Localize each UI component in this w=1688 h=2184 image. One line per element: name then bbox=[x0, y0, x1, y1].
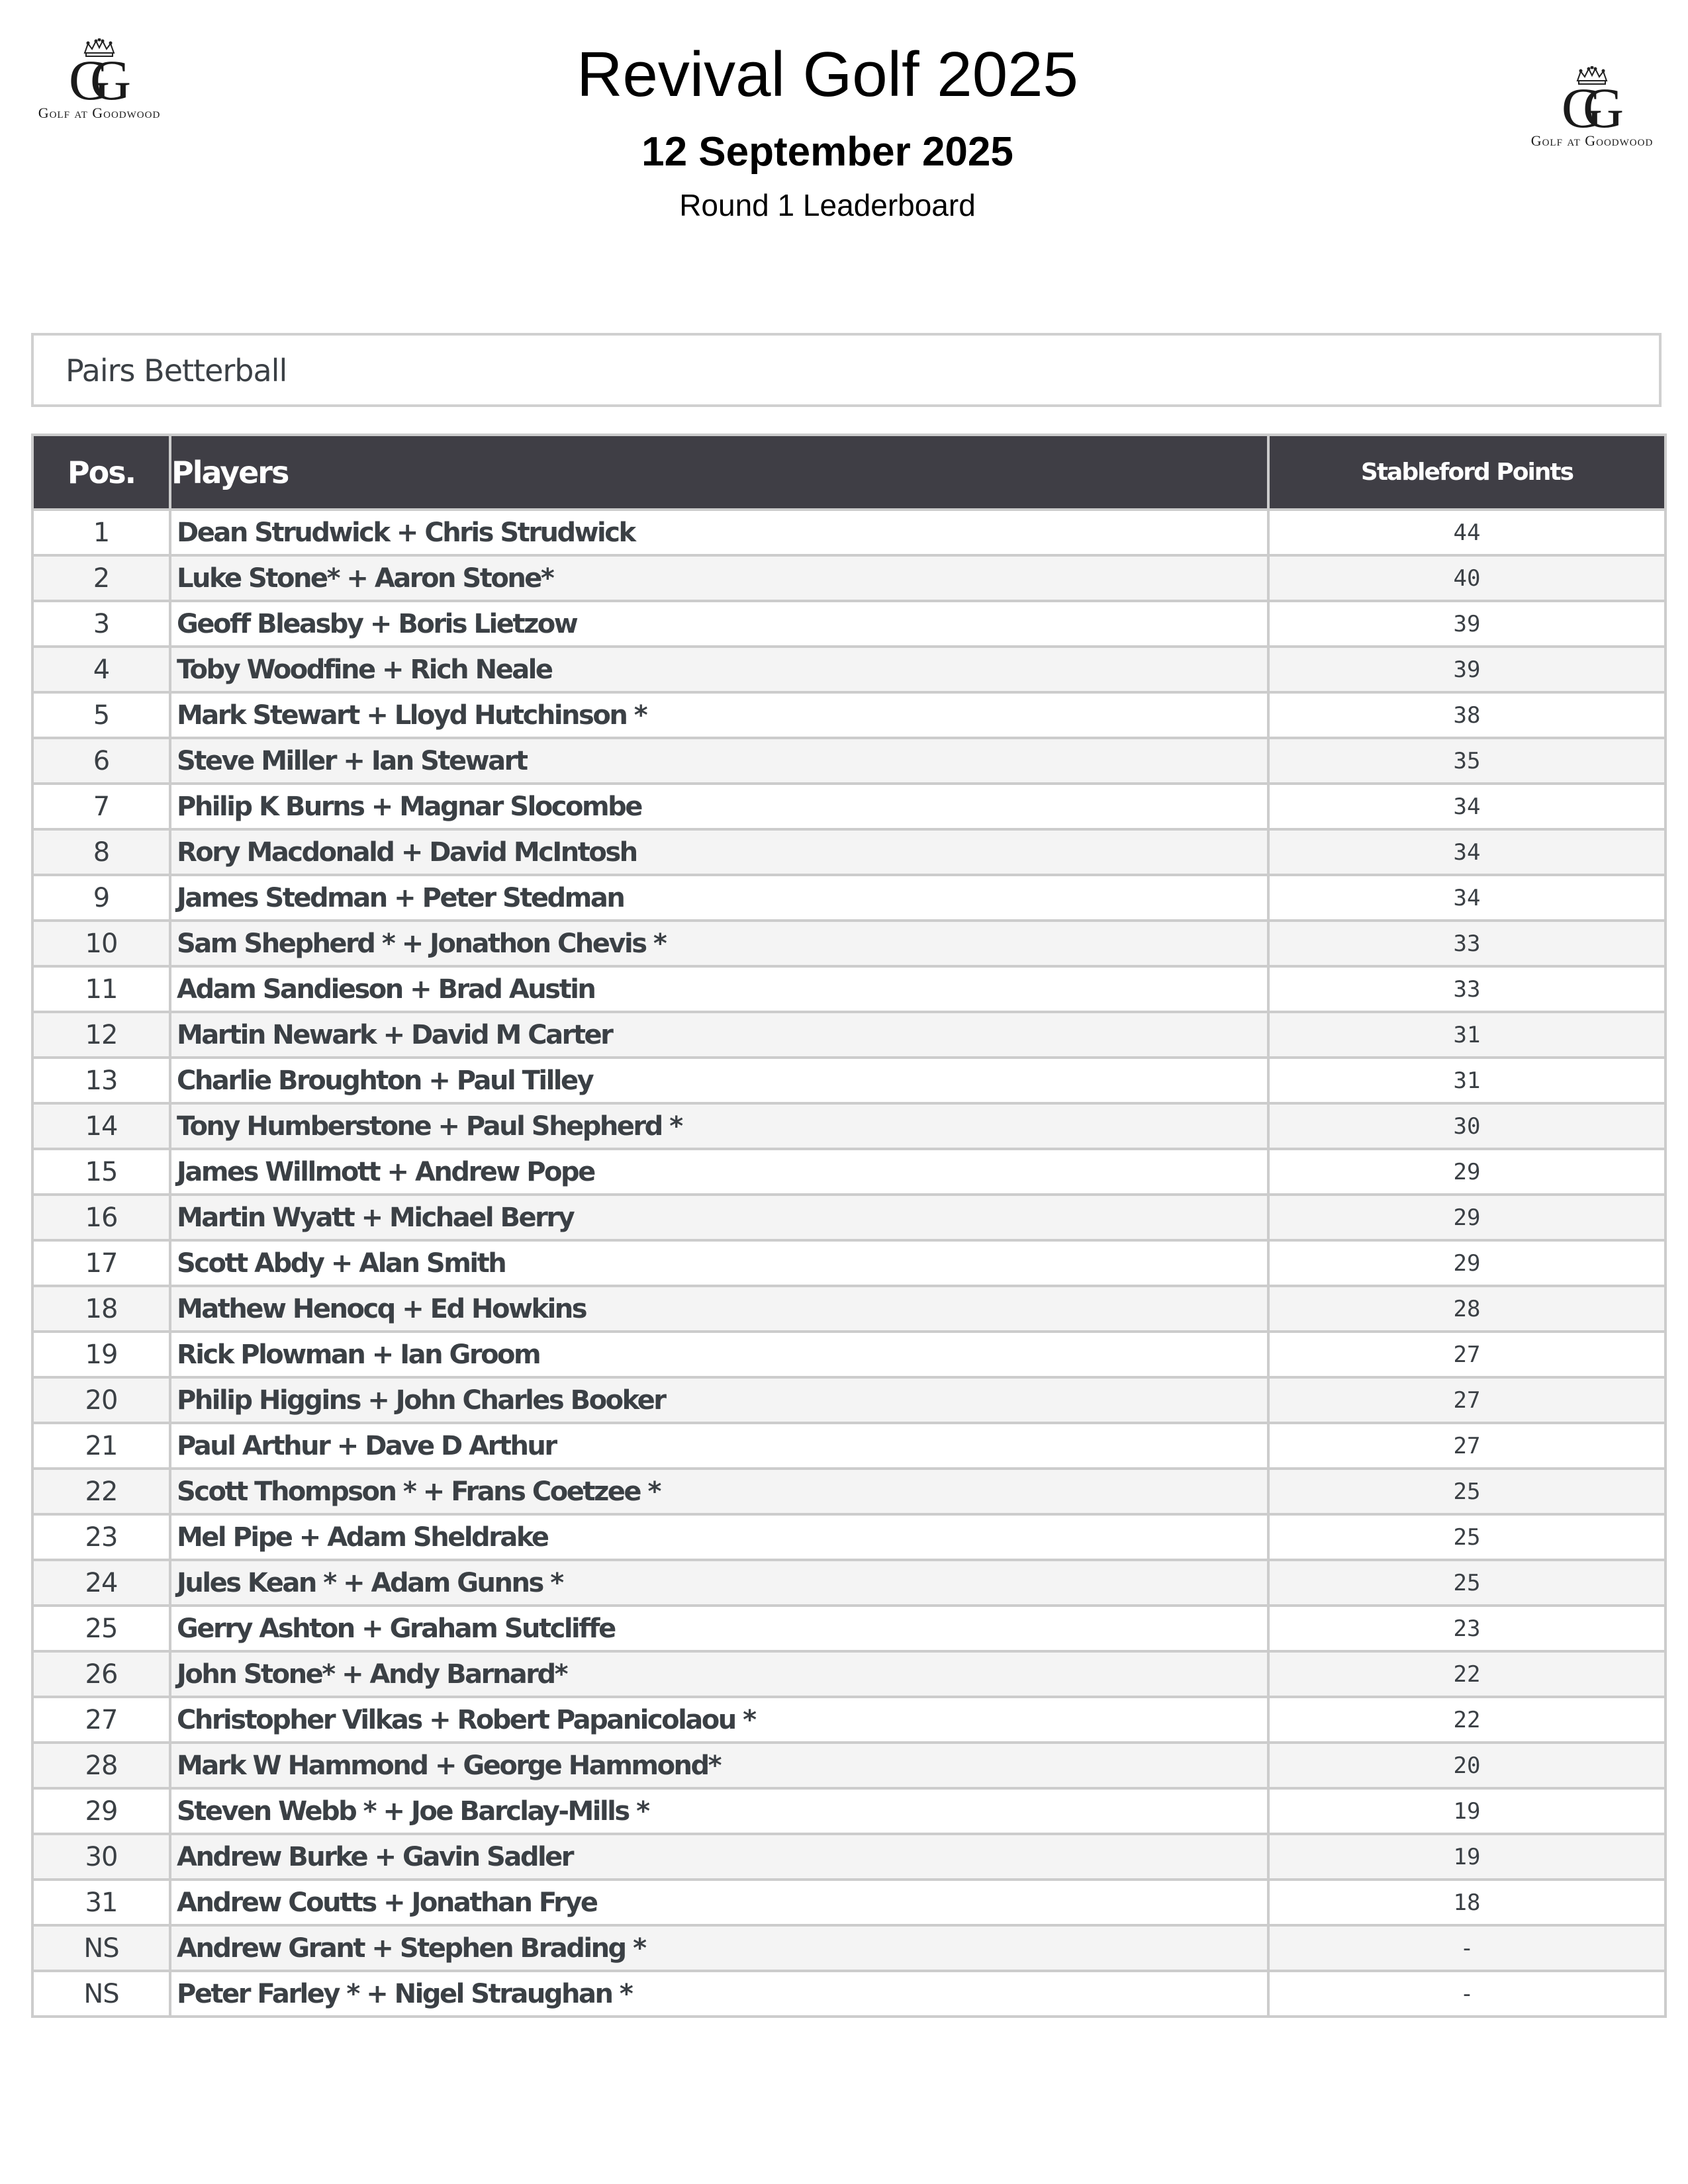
table-row bbox=[32, 921, 1665, 966]
players-cell: Gerry Ashton + Graham Sutcliffe bbox=[170, 1606, 1268, 1651]
position-cell: 17 bbox=[32, 1240, 170, 1286]
players-cell: Mark Stewart + Lloyd Hutchinson * bbox=[170, 692, 1268, 738]
position-cell: 9 bbox=[32, 875, 170, 921]
position-cell: 18 bbox=[32, 1286, 170, 1332]
competition-name: Pairs Betterball bbox=[66, 353, 287, 388]
table-row bbox=[32, 738, 1665, 784]
table-row bbox=[32, 1012, 1665, 1058]
players-cell: Mathew Henocq + Ed Howkins bbox=[170, 1286, 1268, 1332]
table-row bbox=[32, 601, 1665, 647]
logo-wordmark: Golf at Goodwood bbox=[1530, 132, 1654, 149]
players-cell: Andrew Burke + Gavin Sadler bbox=[170, 1834, 1268, 1880]
players-cell: Christopher Vilkas + Robert Papanicolaou * bbox=[170, 1697, 1268, 1743]
position-cell: 27 bbox=[32, 1697, 170, 1743]
points-cell: 29 bbox=[1268, 1240, 1665, 1286]
players-cell: Charlie Broughton + Paul Tilley bbox=[170, 1058, 1268, 1103]
position-cell: 3 bbox=[32, 601, 170, 647]
points-cell: 34 bbox=[1268, 875, 1665, 921]
points-cell: 33 bbox=[1268, 921, 1665, 966]
table-row bbox=[32, 1195, 1665, 1240]
position-cell: 14 bbox=[32, 1103, 170, 1149]
table-row bbox=[32, 555, 1665, 601]
position-cell: 12 bbox=[32, 1012, 170, 1058]
points-cell: 22 bbox=[1268, 1651, 1665, 1697]
event-date: 12 September 2025 bbox=[641, 129, 1013, 175]
points-cell: 27 bbox=[1268, 1332, 1665, 1377]
logo-monogram: GG bbox=[1561, 76, 1605, 140]
points-cell: 33 bbox=[1268, 966, 1665, 1012]
position-cell: 11 bbox=[32, 966, 170, 1012]
table-row bbox=[32, 1103, 1665, 1149]
column-header-points: Stableford Points bbox=[1268, 435, 1665, 510]
players-cell: John Stone* + Andy Barnard* bbox=[170, 1651, 1268, 1697]
table-row bbox=[32, 1743, 1665, 1788]
points-cell: 25 bbox=[1268, 1514, 1665, 1560]
position-cell: 31 bbox=[32, 1880, 170, 1925]
players-cell: Geoff Bleasby + Boris Lietzow bbox=[170, 601, 1268, 647]
table-row bbox=[32, 1332, 1665, 1377]
points-cell: 40 bbox=[1268, 555, 1665, 601]
position-cell: 28 bbox=[32, 1743, 170, 1788]
players-cell: Scott Abdy + Alan Smith bbox=[170, 1240, 1268, 1286]
leaderboard-table bbox=[31, 433, 1667, 2018]
position-cell: 20 bbox=[32, 1377, 170, 1423]
table-row bbox=[32, 1469, 1665, 1514]
position-cell: 5 bbox=[32, 692, 170, 738]
points-cell: 39 bbox=[1268, 647, 1665, 692]
logo-monogram: GG bbox=[68, 48, 112, 112]
points-cell: 39 bbox=[1268, 601, 1665, 647]
table-row bbox=[32, 1514, 1665, 1560]
players-cell: James Willmott + Andrew Pope bbox=[170, 1149, 1268, 1195]
table-row bbox=[32, 1834, 1665, 1880]
players-cell: Martin Wyatt + Michael Berry bbox=[170, 1195, 1268, 1240]
points-cell: 27 bbox=[1268, 1423, 1665, 1469]
position-cell: 15 bbox=[32, 1149, 170, 1195]
players-cell: Andrew Coutts + Jonathan Frye bbox=[170, 1880, 1268, 1925]
points-cell: 25 bbox=[1268, 1560, 1665, 1606]
points-cell: 18 bbox=[1268, 1880, 1665, 1925]
points-cell: 34 bbox=[1268, 829, 1665, 875]
position-cell: 8 bbox=[32, 829, 170, 875]
table-row bbox=[32, 647, 1665, 692]
points-cell: 25 bbox=[1268, 1469, 1665, 1514]
position-cell: 7 bbox=[32, 784, 170, 829]
players-cell: Rory Macdonald + David McIntosh bbox=[170, 829, 1268, 875]
points-cell: 20 bbox=[1268, 1743, 1665, 1788]
points-cell: 29 bbox=[1268, 1195, 1665, 1240]
players-cell: Philip K Burns + Magnar Slocombe bbox=[170, 784, 1268, 829]
logo-wordmark: Golf at Goodwood bbox=[38, 105, 161, 121]
position-cell: 29 bbox=[32, 1788, 170, 1834]
table-header-row bbox=[32, 435, 1665, 510]
players-cell: Scott Thompson * + Frans Coetzee * bbox=[170, 1469, 1268, 1514]
competition-header bbox=[31, 333, 1662, 407]
points-cell: - bbox=[1268, 1925, 1665, 1971]
table-row bbox=[32, 1240, 1665, 1286]
table-row bbox=[32, 1377, 1665, 1423]
table-row bbox=[32, 1971, 1665, 2017]
table-row bbox=[32, 966, 1665, 1012]
points-cell: 38 bbox=[1268, 692, 1665, 738]
table-row bbox=[32, 692, 1665, 738]
players-cell: Philip Higgins + John Charles Booker bbox=[170, 1377, 1268, 1423]
position-cell: 1 bbox=[32, 510, 170, 555]
points-cell: 19 bbox=[1268, 1788, 1665, 1834]
points-cell: 22 bbox=[1268, 1697, 1665, 1743]
position-cell: 22 bbox=[32, 1469, 170, 1514]
points-cell: 19 bbox=[1268, 1834, 1665, 1880]
table-row bbox=[32, 1423, 1665, 1469]
players-cell: Steve Miller + Ian Stewart bbox=[170, 738, 1268, 784]
players-cell: Tony Humberstone + Paul Shepherd * bbox=[170, 1103, 1268, 1149]
position-cell: 10 bbox=[32, 921, 170, 966]
table-row bbox=[32, 1149, 1665, 1195]
players-cell: Mark W Hammond + George Hammond* bbox=[170, 1743, 1268, 1788]
players-cell: Luke Stone* + Aaron Stone* bbox=[170, 555, 1268, 601]
players-cell: James Stedman + Peter Stedman bbox=[170, 875, 1268, 921]
players-cell: Rick Plowman + Ian Groom bbox=[170, 1332, 1268, 1377]
players-cell: Mel Pipe + Adam Sheldrake bbox=[170, 1514, 1268, 1560]
points-cell: 44 bbox=[1268, 510, 1665, 555]
position-cell: 21 bbox=[32, 1423, 170, 1469]
table-row bbox=[32, 1560, 1665, 1606]
players-cell: Paul Arthur + Dave D Arthur bbox=[170, 1423, 1268, 1469]
page-subtitle: Round 1 Leaderboard bbox=[679, 188, 976, 222]
column-header-players: Players bbox=[170, 435, 1268, 510]
table-row bbox=[32, 1286, 1665, 1332]
points-cell: 31 bbox=[1268, 1012, 1665, 1058]
players-cell: Sam Shepherd * + Jonathon Chevis * bbox=[170, 921, 1268, 966]
points-cell: 27 bbox=[1268, 1377, 1665, 1423]
players-cell: Martin Newark + David M Carter bbox=[170, 1012, 1268, 1058]
table-row bbox=[32, 510, 1665, 555]
table-row bbox=[32, 875, 1665, 921]
position-cell: 19 bbox=[32, 1332, 170, 1377]
position-cell: NS bbox=[32, 1925, 170, 1971]
points-cell: - bbox=[1268, 1971, 1665, 2017]
position-cell: 26 bbox=[32, 1651, 170, 1697]
position-cell: 13 bbox=[32, 1058, 170, 1103]
position-cell: 16 bbox=[32, 1195, 170, 1240]
table-row bbox=[32, 1058, 1665, 1103]
points-cell: 23 bbox=[1268, 1606, 1665, 1651]
position-cell: 2 bbox=[32, 555, 170, 601]
position-cell: 23 bbox=[32, 1514, 170, 1560]
table-row bbox=[32, 1606, 1665, 1651]
points-cell: 28 bbox=[1268, 1286, 1665, 1332]
table-row bbox=[32, 1651, 1665, 1697]
points-cell: 31 bbox=[1268, 1058, 1665, 1103]
table-row bbox=[32, 1925, 1665, 1971]
players-cell: Adam Sandieson + Brad Austin bbox=[170, 966, 1268, 1012]
page-title: Revival Golf 2025 bbox=[577, 39, 1078, 110]
players-cell: Toby Woodfine + Rich Neale bbox=[170, 647, 1268, 692]
players-cell: Steven Webb * + Joe Barclay-Mills * bbox=[170, 1788, 1268, 1834]
players-cell: Peter Farley * + Nigel Straughan * bbox=[170, 1971, 1268, 2017]
players-cell: Jules Kean * + Adam Gunns * bbox=[170, 1560, 1268, 1606]
position-cell: 24 bbox=[32, 1560, 170, 1606]
points-cell: 34 bbox=[1268, 784, 1665, 829]
table-row bbox=[32, 1697, 1665, 1743]
table-row bbox=[32, 1788, 1665, 1834]
table-row bbox=[32, 784, 1665, 829]
players-cell: Andrew Grant + Stephen Brading * bbox=[170, 1925, 1268, 1971]
position-cell: 25 bbox=[32, 1606, 170, 1651]
table-row bbox=[32, 829, 1665, 875]
points-cell: 30 bbox=[1268, 1103, 1665, 1149]
position-cell: 30 bbox=[32, 1834, 170, 1880]
position-cell: NS bbox=[32, 1971, 170, 2017]
points-cell: 29 bbox=[1268, 1149, 1665, 1195]
position-cell: 4 bbox=[32, 647, 170, 692]
points-cell: 35 bbox=[1268, 738, 1665, 784]
table-row bbox=[32, 1880, 1665, 1925]
players-cell: Dean Strudwick + Chris Strudwick bbox=[170, 510, 1268, 555]
position-cell: 6 bbox=[32, 738, 170, 784]
column-header-pos: Pos. bbox=[32, 435, 170, 510]
